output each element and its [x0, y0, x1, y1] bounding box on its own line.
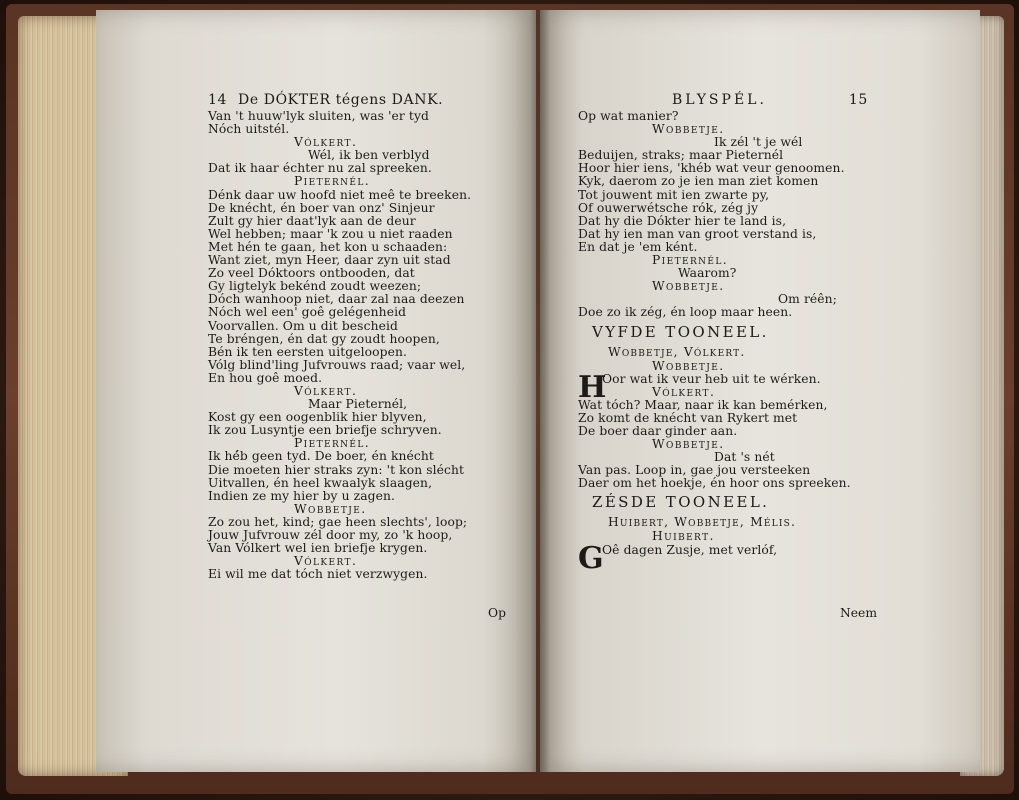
speaker-name: Pieternél.	[652, 253, 729, 268]
verse-line: Dat hy ien man van groot verstand is,	[578, 226, 817, 241]
right-running-title: BLYSPÉL.	[672, 92, 767, 108]
left-page-text	[208, 94, 471, 581]
verse-line: De knécht, én boer van onz' Sinjeur	[208, 200, 435, 215]
verse-line: Op wat manier?	[578, 109, 679, 123]
verse-line: Om réên;	[778, 292, 837, 307]
speaker-name: Wobbetje.	[652, 122, 725, 137]
verse-line: Wat tóch? Maar, naar ik kan bemérken,	[578, 397, 828, 412]
left-running-head	[208, 94, 471, 110]
verse-line: Doe zo ik zég, én loop maar heen.	[578, 305, 793, 320]
verse-line: De boer daar ginder aan.	[578, 423, 738, 438]
speaker-name: Wobbetje.	[652, 279, 725, 294]
speaker-name: Vólkert.	[294, 135, 358, 150]
verse-line: Gy ligtelyk bekénd zoudt weezen;	[208, 279, 422, 294]
speaker-name: Vólkert.	[652, 384, 716, 399]
verse-line: Nóch wel een' goê gelégenheid	[208, 305, 407, 320]
speaker-name: Vólkert.	[294, 554, 358, 569]
verse-line: Oê dagen Zusje, met verlóf,	[602, 542, 778, 557]
speaker-name: Pieternél.	[294, 436, 371, 451]
verse-line: Kyk, daerom zo je ien man ziet komen	[578, 174, 819, 189]
verse-line: Dóch wanhoop niet, daar zal naa deezen	[208, 292, 465, 307]
verse-line: Zo zou het, kind; gae heen slechts', loop;	[208, 514, 468, 529]
right-page	[540, 10, 980, 772]
left-catchword: Op	[488, 606, 506, 620]
speaker-name: Wobbetje.	[294, 501, 367, 516]
verse-line: Met hén te gaan, het kon u schaaden:	[208, 239, 448, 254]
verse-line: Dat 's nét	[714, 450, 775, 465]
verse-line: Bén ik ten eersten uitgeloopen.	[208, 344, 408, 359]
verse-line: Oor wat ik veur heb uit te wérken.	[602, 371, 821, 386]
scene5-lines	[578, 360, 868, 491]
verse-line: Tot jouwent mit ien zwarte py,	[578, 187, 770, 202]
verse-line: Wél, ik ben verblyd	[308, 148, 430, 163]
verse-line: Uitvallen, én heel kwaalyk slaagen,	[208, 475, 433, 490]
verse-line: Maar Pieternél,	[308, 397, 408, 412]
verse-line: Want ziet, myn Heer, daar zyn uit stad	[208, 253, 451, 268]
verse-line: Dat hy die Dókter hier te land is,	[578, 213, 787, 228]
speaker-name: Wobbetje.	[652, 437, 725, 452]
verse-line: Voorvallen. Om u dit bescheid	[208, 318, 398, 333]
left-page-number: 14	[208, 92, 228, 108]
drop-capital: G	[578, 540, 604, 576]
verse-line: Zo veel Dóktoors ontbooden, dat	[208, 266, 415, 281]
left-running-title: De DÓKTER tégens DANK.	[238, 92, 444, 108]
left-lines	[208, 110, 471, 581]
scene6-title: ZÉSDE TOONEEL.	[592, 493, 770, 512]
speaker-name: Wobbetje.	[652, 358, 725, 373]
verse-line: Zult gy hier daat'lyk aan de deur	[208, 213, 416, 228]
right-running-head	[578, 94, 868, 110]
verse-line: Of ouwerwétsche rók, zég jy	[578, 200, 759, 215]
speaker-name: Huibert.	[652, 529, 715, 544]
verse-line: Zo komt de knécht van Rykert met	[578, 410, 798, 425]
verse-line: Dénk daar uw hoofd niet meê te breeken.	[208, 187, 472, 202]
verse-line: Van Vólkert wel ien briefje krygen.	[208, 541, 428, 556]
right-page-number: 15	[848, 92, 868, 108]
verse-line: Dat ik haar échter nu zal spreeken.	[208, 161, 432, 176]
speaker-name: Pieternél.	[294, 174, 371, 189]
verse-line: Nóch uitstél.	[208, 122, 290, 137]
verse-line: En hou goê moed.	[208, 370, 323, 385]
verse-line: Beduijen, straks; maar Pieternél	[578, 148, 784, 163]
verse-line: Van pas. Loop in, gae jou versteeken	[578, 463, 811, 478]
verse-line: Jouw Jufvrouw zél door my, zo 'k hoop,	[208, 528, 453, 542]
verse-line: Indien ze my hier by u zagen.	[208, 488, 396, 503]
right-lines	[578, 110, 868, 320]
left-page	[96, 10, 536, 772]
dropcap-line	[578, 540, 868, 576]
verse-line: En dat je 'em ként.	[578, 239, 698, 254]
verse-line: Hoor hier iens, 'khéb wat veur genoomen.	[578, 161, 845, 176]
right-catchword: Neem	[840, 606, 877, 620]
verse-line: Ik hé́b geen tyd. De boer, én knécht	[208, 449, 434, 464]
right-page-text	[578, 92, 868, 576]
drop-capital: H	[578, 369, 607, 405]
book-gutter	[530, 10, 550, 772]
scene6-cast: Huibert, Wobbetje, Mélis.	[608, 515, 797, 530]
speaker-name: Vólkert.	[294, 383, 358, 398]
scene5-title: VYFDE TOONEEL.	[592, 322, 769, 341]
scene5-cast: Wobbetje, Vólkert.	[608, 344, 746, 359]
verse-line: Vólg blind'ling Jufvrouws raad; vaar wel,	[208, 357, 466, 372]
verse-line: Kost gy een oogenblik hier blyven,	[208, 410, 427, 425]
verse-line: Ei wil me dat tóch niet verzwygen.	[208, 567, 428, 582]
scene6-lines	[578, 529, 868, 576]
verse-line: Ik zou Lusyntje een briefje schryven.	[208, 423, 442, 438]
verse-line: Van 't huuw'lyk sluiten, was 'er tyd	[208, 109, 429, 123]
verse-line: Waarom?	[678, 266, 737, 281]
verse-line: Wel hebben; maar 'k zou u niet raaden	[208, 226, 453, 241]
verse-line: Te bréngen, én dat gy zoudt hoopen,	[208, 331, 440, 346]
verse-line: Daer om het hoekje, én hoor ons spreeken.	[578, 476, 851, 491]
verse-line: Ik zél 't je wél	[714, 135, 803, 150]
verse-line: Die moeten hier straks zyn: 't kon slécht	[208, 462, 465, 477]
